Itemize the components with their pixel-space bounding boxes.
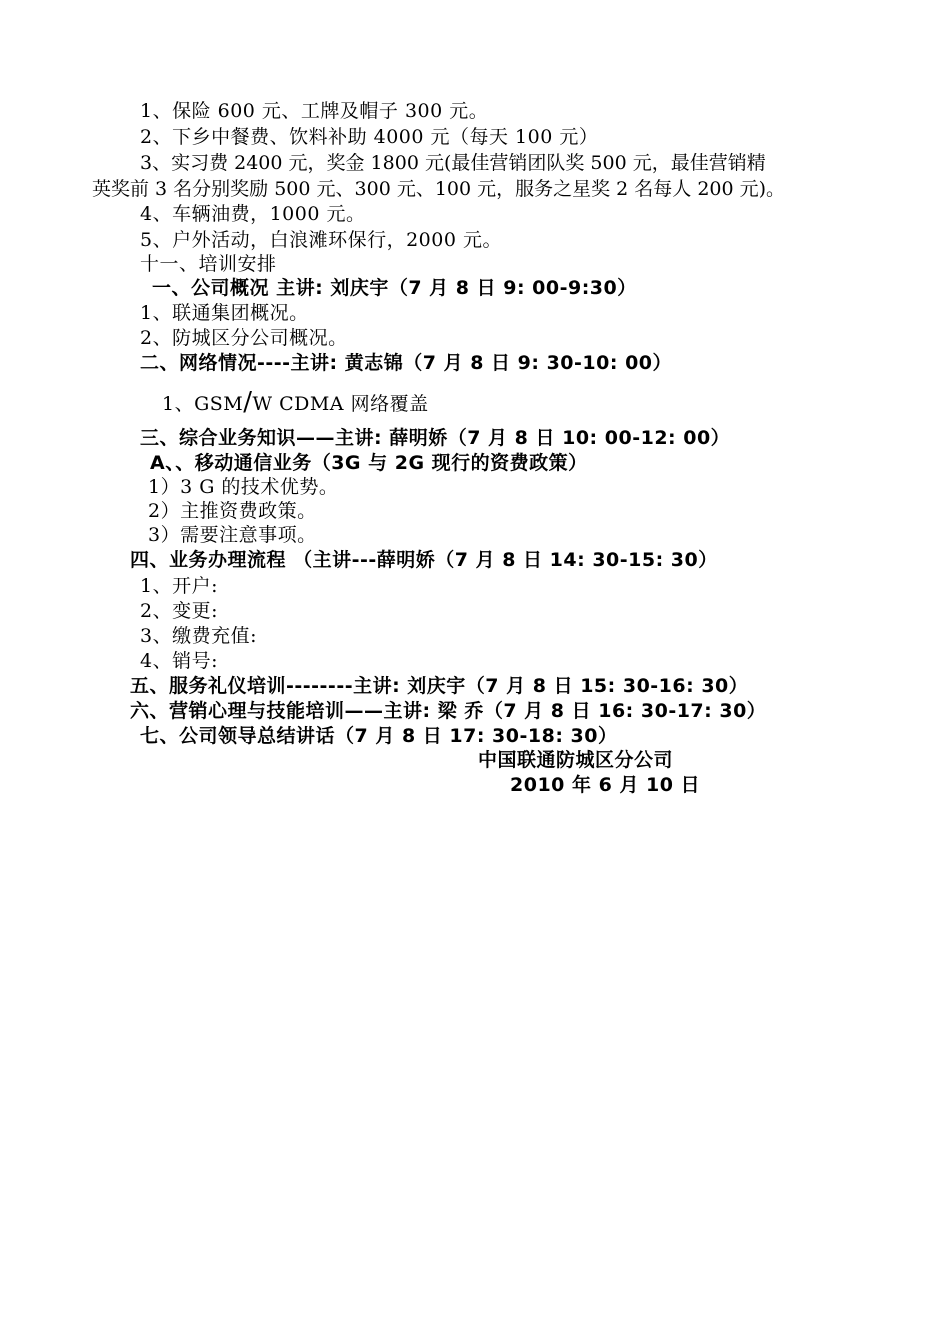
signature-organization: 中国联通防城区分公司 bbox=[478, 749, 674, 771]
section-4-item-1: 1、开户: bbox=[140, 575, 218, 597]
budget-item-1: 1、保险 600 元、工牌及帽子 300 元。 bbox=[140, 100, 489, 122]
section-3-item-2: 2）主推资费政策。 bbox=[148, 500, 317, 522]
section-4-item-3: 3、缴费充值: bbox=[140, 625, 257, 647]
section-3-item-3: 3）需要注意事项。 bbox=[148, 524, 317, 546]
section-6-title: 六、营销心理与技能培训——主讲: 梁 乔（7 月 8 日 16: 30-17: 30） bbox=[130, 700, 767, 722]
budget-item-3-line-1: 3、实习费 2400 元，奖金 1800 元(最佳营销团队奖 500 元，最佳营销精 bbox=[140, 152, 766, 174]
signature-date: 2010 年 6 月 10 日 bbox=[510, 774, 701, 796]
section-2-item-1-part-b: W CDMA 网络覆盖 bbox=[252, 393, 429, 415]
section-4-item-2: 2、变更: bbox=[140, 600, 218, 622]
budget-item-5: 5、户外活动，白浪滩环保行，2000 元。 bbox=[140, 229, 502, 251]
section-4-title: 四、业务办理流程 （主讲---薛明娇（7 月 8 日 14: 30-15: 30） bbox=[130, 549, 718, 571]
section-2-title: 二、网络情况----主讲: 黄志锦（7 月 8 日 9: 30-10: 00） bbox=[140, 352, 673, 374]
budget-item-2: 2、下乡中餐费、饮料补助 4000 元（每天 100 元） bbox=[140, 126, 599, 148]
section-2-item-1 bbox=[162, 389, 429, 417]
section-1-item-2: 2、防城区分公司概况。 bbox=[140, 327, 348, 349]
training-heading: 十一、培训安排 bbox=[140, 253, 277, 275]
section-3-item-1: 1）3 G 的技术优势。 bbox=[148, 476, 339, 498]
budget-item-3-line-2: 英奖前 3 名分别奖励 500 元、300 元、100 元，服务之星奖 2 名每人 200 元)。 bbox=[92, 178, 786, 200]
section-4-item-4: 4、销号: bbox=[140, 650, 218, 672]
budget-item-4: 4、车辆油费，1000 元。 bbox=[140, 203, 366, 225]
section-3-subtitle: A、、移动通信业务（3G 与 2G 现行的资费政策） bbox=[150, 452, 588, 474]
slash-glyph: / bbox=[243, 387, 253, 417]
section-3-title: 三、综合业务知识——主讲: 薛明娇（7 月 8 日 10: 00-12: 00） bbox=[140, 427, 731, 449]
section-2-item-1-part-a: 1、GSM bbox=[162, 393, 244, 415]
section-1-item-1: 1、联通集团概况。 bbox=[140, 302, 309, 324]
section-5-title: 五、服务礼仪培训--------主讲: 刘庆宇（7 月 8 日 15: 30-16: 30） bbox=[130, 675, 749, 697]
section-7-title: 七、公司领导总结讲话（7 月 8 日 17: 30-18: 30） bbox=[140, 725, 618, 747]
section-1-title: 一、公司概况 主讲: 刘庆宇（7 月 8 日 9: 00-9:30） bbox=[152, 277, 637, 299]
